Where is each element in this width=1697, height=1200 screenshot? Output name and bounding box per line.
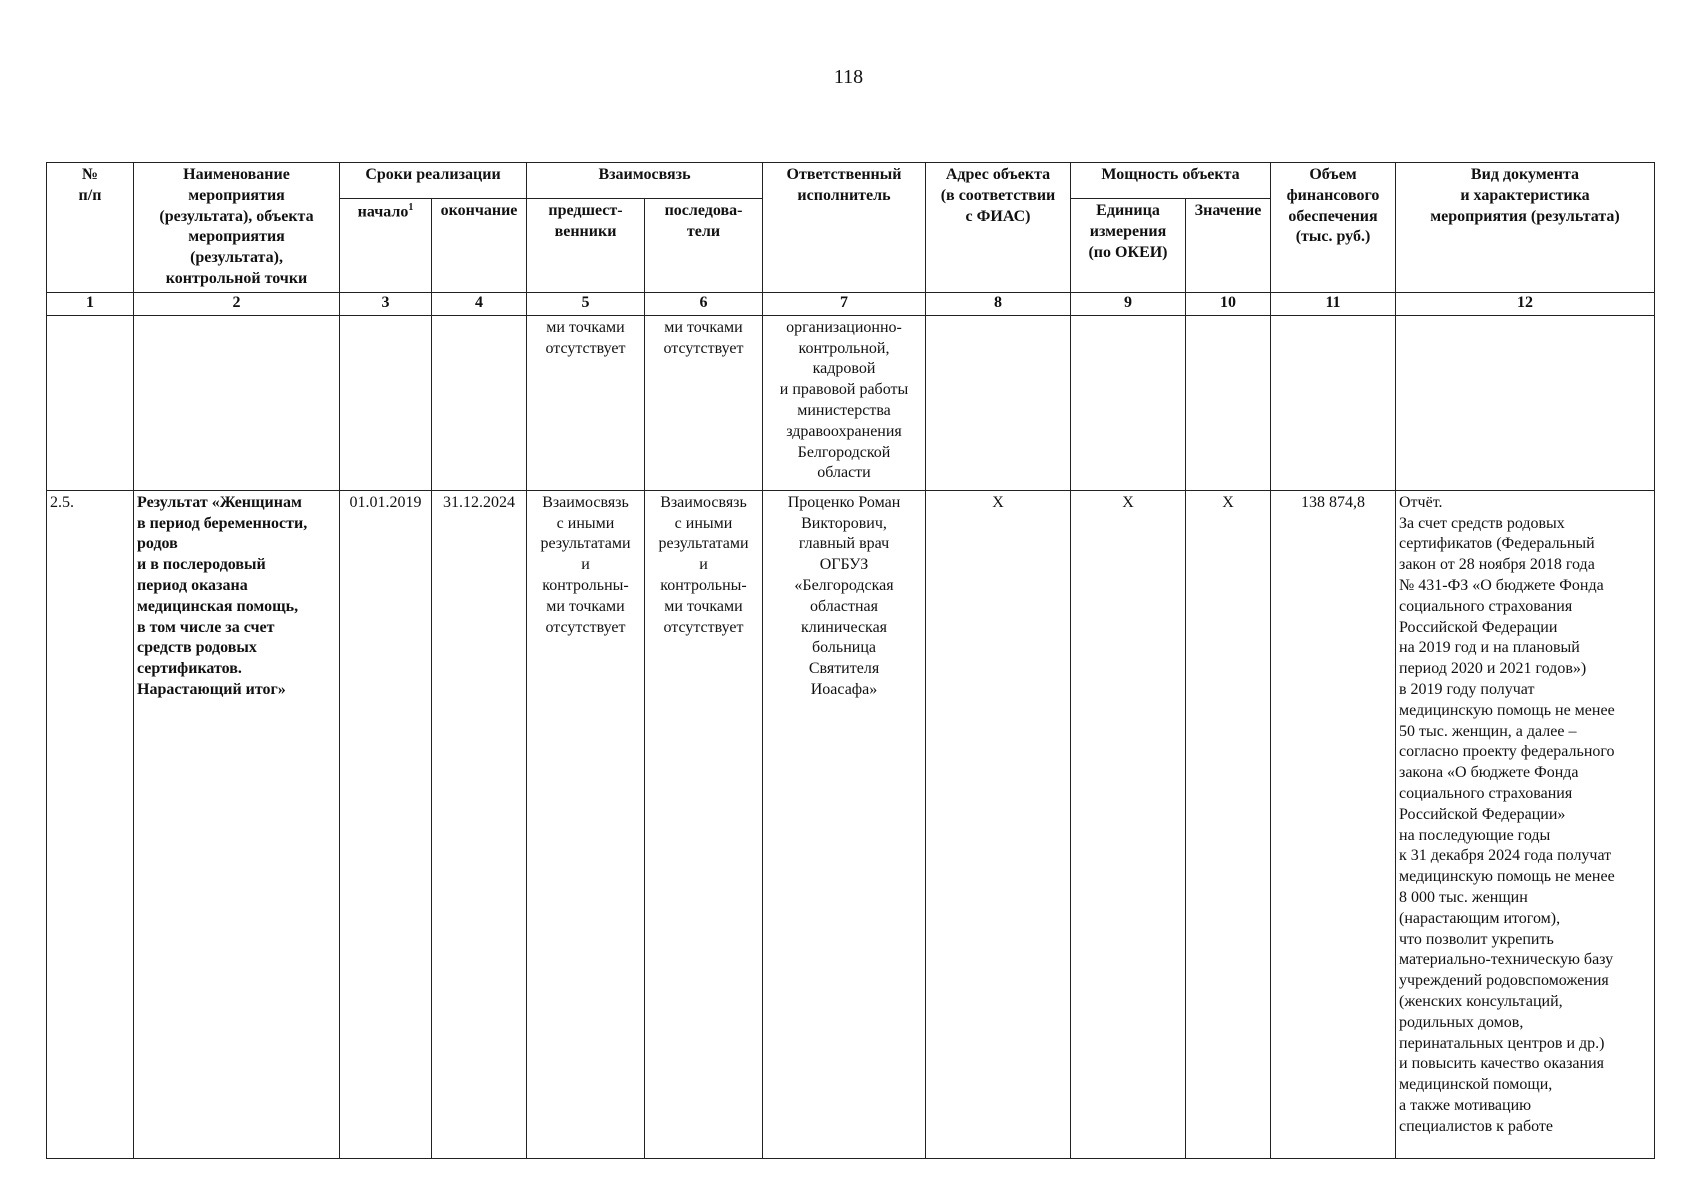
cell-predecessors: ми точками отсутствует [527,315,645,490]
header-predecessors: предшест- венники [527,198,645,292]
header-num: № п/п [47,163,134,293]
header-start [340,198,432,292]
cell-responsible: организационно- контрольной, кадровой и правовой работы министерства здравоохранения Белгородской области [763,315,926,490]
cell-finance: 138 874,8 [1271,490,1396,1158]
header-successors: последова- тели [645,198,763,292]
cell-predecessors: Взаимосвязь с иными результатами и контрольны- ми точками отсутствует [527,490,645,1158]
header-end: окончание [432,198,527,292]
cell-address: Х [926,490,1071,1158]
header-responsible: Ответственный исполнитель [763,163,926,293]
column-number: 8 [926,292,1071,315]
activities-table [46,162,1655,1159]
header-unit: Единица измерения (по ОКЕИ) [1071,198,1186,292]
column-number: 4 [432,292,527,315]
cell-start: 01.01.2019 [340,490,432,1158]
cell-doc-text: Отчёт. За счет средств родовых сертификатов (Федеральный закон от 28 ноября 2018 года № 431-ФЗ «О бюджете Фонда социального страхования Российской Федерации на 2019 год и на плановый период 2020 и 2021 годов») в 2019 году получат медицинскую помощь не менее 50 тыс. женщин, а далее – согласно проекту федерального закона «О бюджете Фонда социального страхования Российской Федерации» на последующие годы к 31 декабря 2024 года получат медицинскую помощь не менее 8 000 тыс. женщин (нарастающим итогом), что позволит укрепить материально-техническую базу учреждений родовспоможения (женских консультаций, родильных домов, перинатальных центров и др.) и повысить качество оказания медицинской помощи, а также мотивацию специалистов к работе [1396,490,1655,1158]
column-number: 9 [1071,292,1186,315]
cell-empty [47,315,134,490]
table-body [47,315,1655,1158]
cell-empty [1271,315,1396,490]
header-start-label: начало [357,203,409,221]
header-terms: Сроки реализации [340,163,527,199]
column-numbers-row [47,292,1655,315]
column-number: 2 [134,292,340,315]
cell-end: 31.12.2024 [432,490,527,1158]
column-number: 1 [47,292,134,315]
column-number: 3 [340,292,432,315]
cell-successors: Взаимосвязь с иными результатами и контрольны- ми точками отсутствует [645,490,763,1158]
header-value: Значение [1186,198,1271,292]
page-number: 118 [833,66,864,88]
column-number: 6 [645,292,763,315]
continuation-row [47,315,1655,490]
header-name: Наименование мероприятия (результата), объекта мероприятия (результата), контрольной точки [134,163,340,293]
column-number: 10 [1186,292,1271,315]
cell-empty [1396,315,1655,490]
cell-empty [1071,315,1186,490]
cell-successors: ми точками отсутствует [645,315,763,490]
header-row-1 [47,163,1655,199]
table-row-2-5 [47,490,1655,1158]
cell-empty [340,315,432,490]
cell-empty [134,315,340,490]
cell-responsible: Проценко Роман Викторович, главный врач ОГБУЗ «Белгородская областная клиническая больница Святителя Иоасафа» [763,490,926,1158]
column-number: 7 [763,292,926,315]
column-number: 11 [1271,292,1396,315]
header-doc-type: Вид документа и характеристика мероприятия (результата) [1396,163,1655,293]
cell-empty [432,315,527,490]
cell-name: Результат «Женщинам в период беременности, родов и в послеродовый период оказана медицинская помощь, в том числе за счет средств родовых сертификатов. Нарастающий итог» [134,490,340,1158]
cell-empty [926,315,1071,490]
cell-value: Х [1186,490,1271,1158]
cell-empty [1186,315,1271,490]
cell-unit: Х [1071,490,1186,1158]
table-header [47,163,1655,316]
header-capacity: Мощность объекта [1071,163,1271,199]
header-relation: Взаимосвязь [527,163,763,199]
footnote-marker: 1 [408,201,414,213]
column-number: 12 [1396,292,1655,315]
column-number: 5 [527,292,645,315]
header-address: Адрес объекта (в соответствии с ФИАС) [926,163,1071,293]
cell-num: 2.5. [47,490,134,1158]
header-finance: Объем финансового обеспечения (тыс. руб.) [1271,163,1396,293]
